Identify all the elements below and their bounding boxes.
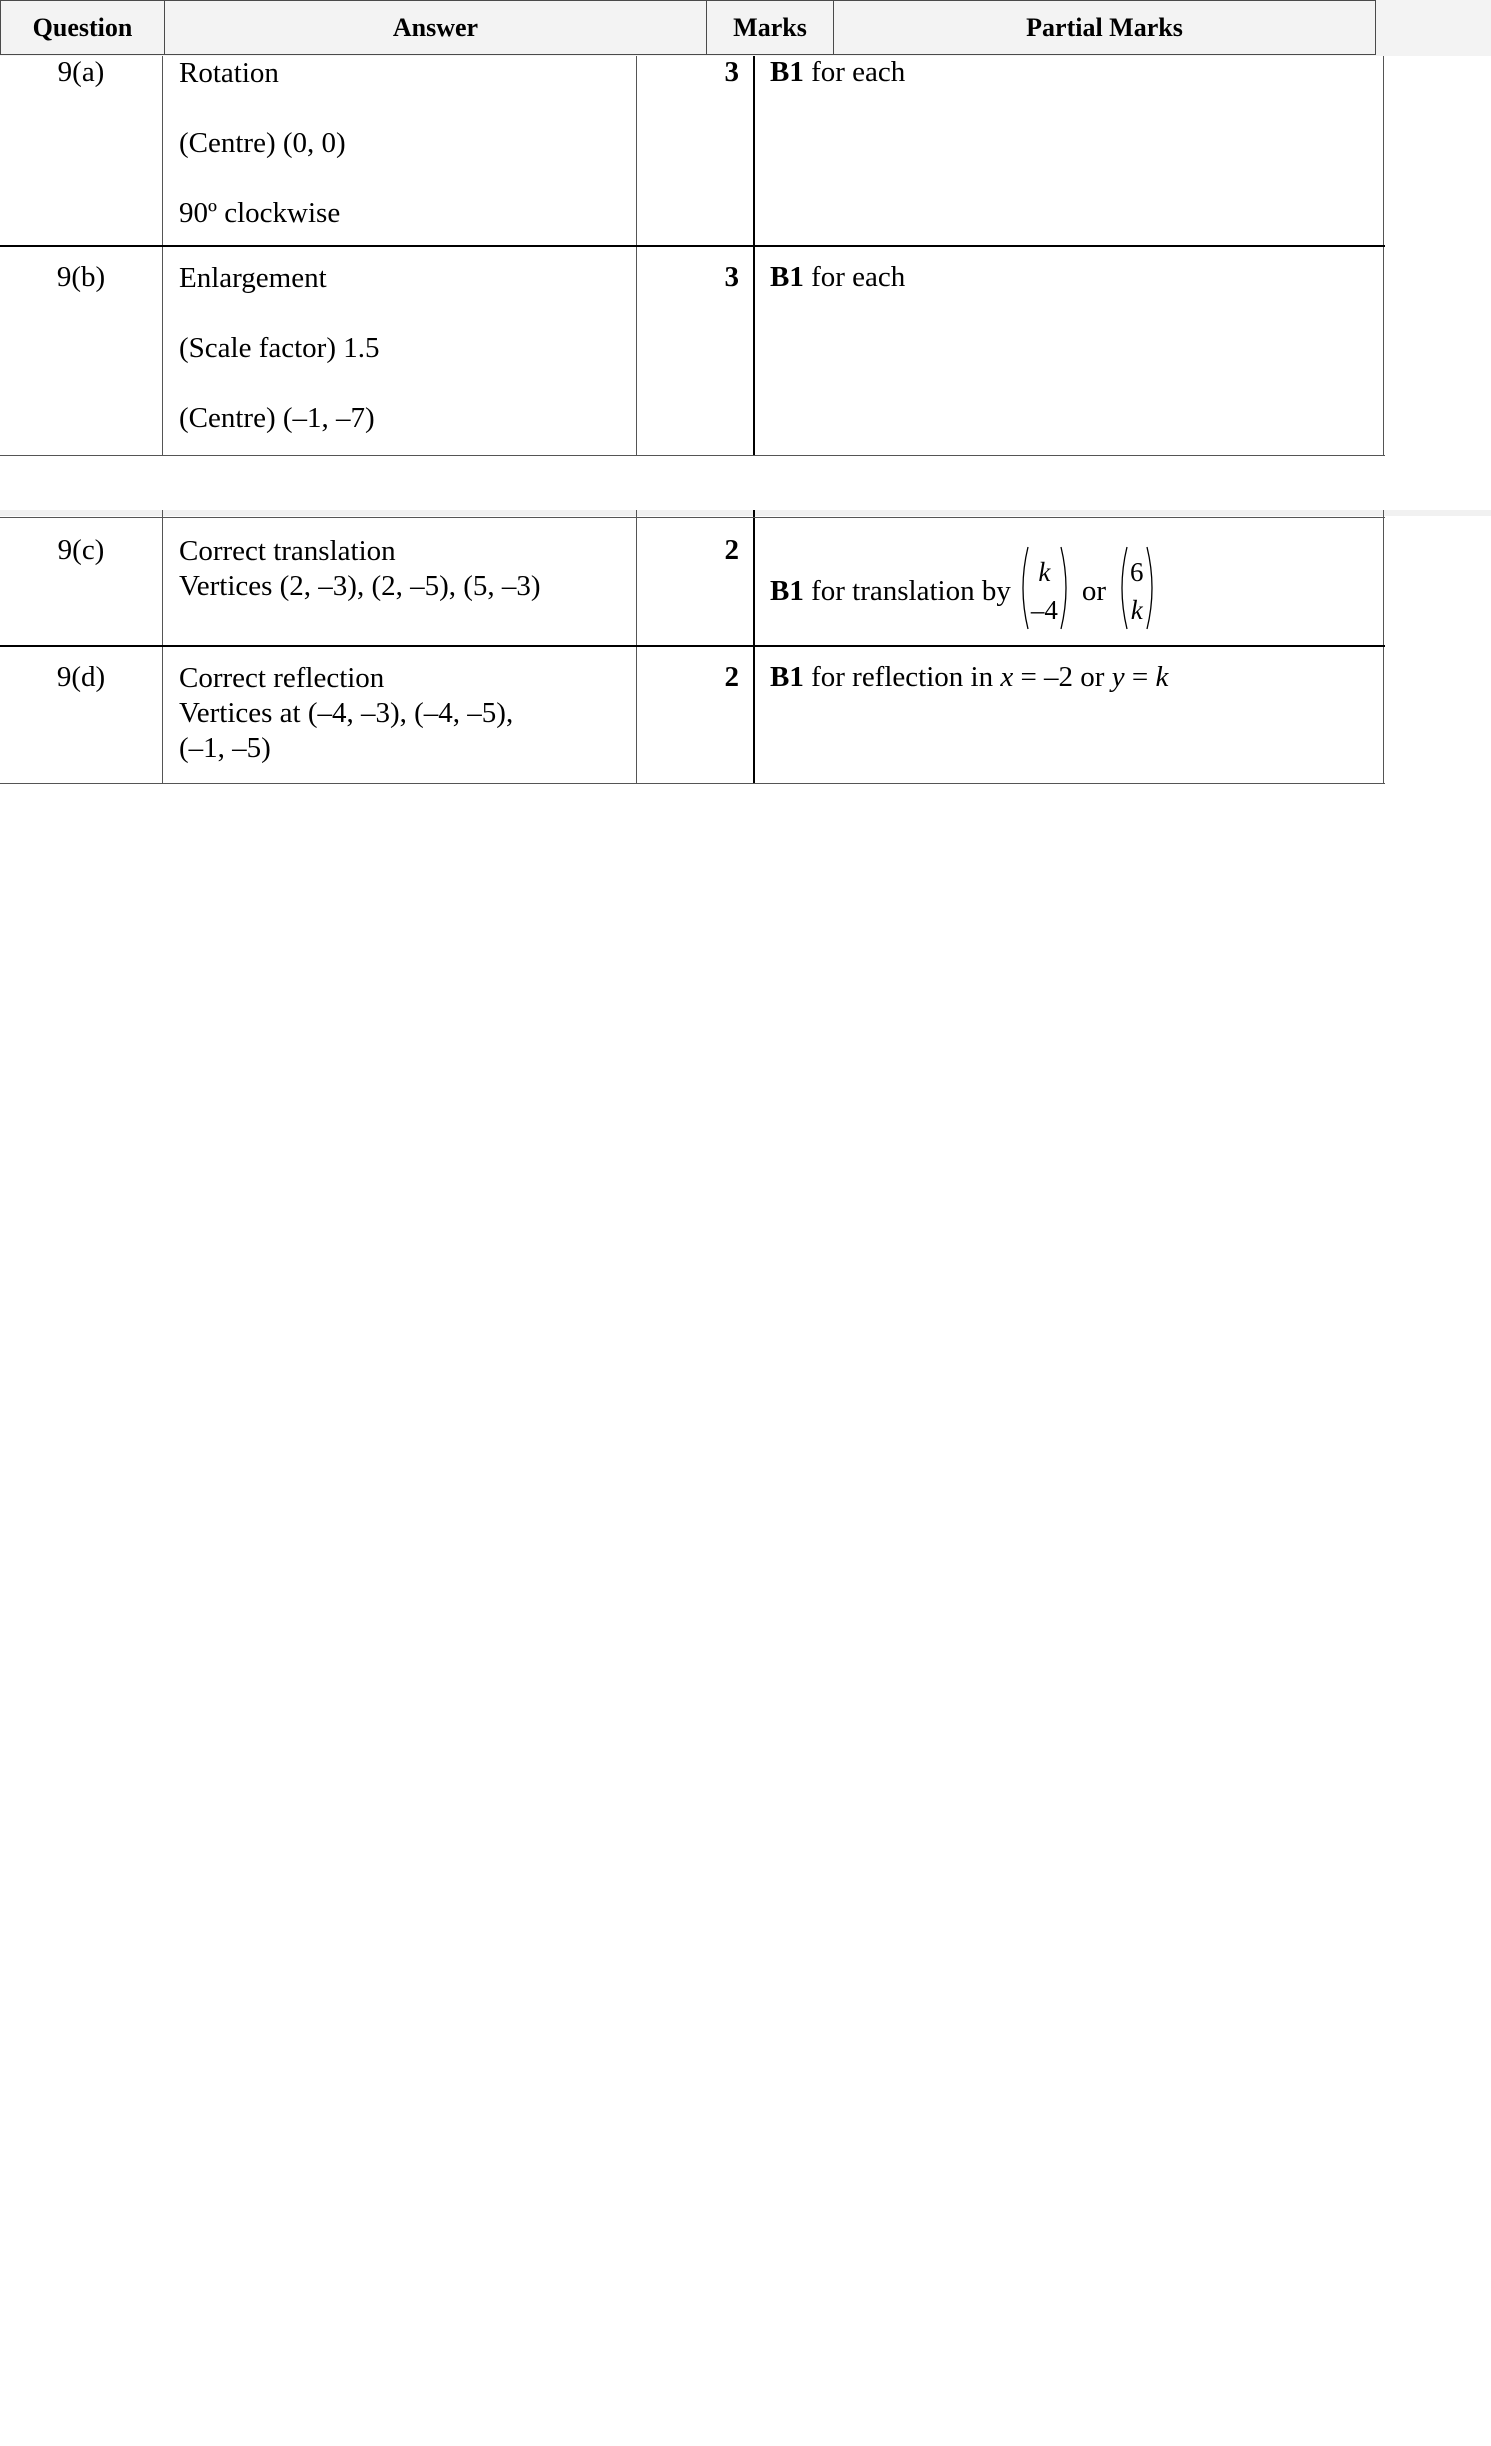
answer-cell <box>163 247 637 455</box>
vector-top-component: k <box>1038 557 1051 587</box>
answer-line: Enlargement <box>179 262 327 294</box>
question-cell <box>0 56 163 246</box>
left-bracket-icon <box>1116 545 1128 638</box>
marks-value: 2 <box>724 534 739 566</box>
right-bracket-icon <box>1060 545 1072 638</box>
question-number: 9(a) <box>57 56 105 88</box>
marks-cell <box>637 56 755 246</box>
marks-value: 3 <box>724 56 739 88</box>
partial-marks-text: = <box>1124 661 1156 693</box>
table-row <box>0 247 1385 455</box>
answer-line: 90º clockwise <box>179 197 341 229</box>
answer-line: Rotation <box>179 57 279 89</box>
mark-code: B1 <box>770 261 804 293</box>
answer-line: (Scale factor) 1.5 <box>179 332 380 364</box>
vector-bottom-component: k <box>1130 595 1143 625</box>
table-row <box>0 510 1385 646</box>
answer-cell <box>163 647 637 783</box>
column-header-marks-label: Marks <box>733 12 807 42</box>
or-connector: or <box>1081 574 1106 607</box>
partial-marks-cell <box>755 510 1384 646</box>
row-divider <box>0 455 1385 456</box>
answer-line: (Centre) (0, 0) <box>179 127 346 159</box>
vector-components <box>1029 553 1060 629</box>
partial-marks-cell <box>755 56 1384 246</box>
column-header-answer-label: Answer <box>392 12 479 42</box>
partial-marks-text: for translation by <box>803 574 1011 607</box>
answer-cell <box>163 56 637 246</box>
answer-line: Correct reflection <box>179 662 385 694</box>
marks-value: 3 <box>724 261 739 293</box>
column-header-answer <box>164 0 707 55</box>
partial-marks-cell <box>755 647 1384 783</box>
vector-bottom-component: –4 <box>1030 595 1058 625</box>
variable-y: y <box>1111 661 1125 693</box>
question-cell <box>0 647 163 783</box>
vector-components <box>1128 553 1146 629</box>
question-cell <box>0 510 163 646</box>
question-cell <box>0 247 163 455</box>
answer-line: Correct translation <box>179 535 396 567</box>
column-header-partial-marks <box>833 0 1376 55</box>
table-row <box>0 647 1385 783</box>
question-number: 9(c) <box>57 534 105 566</box>
marks-cell <box>637 510 755 646</box>
table-row <box>0 56 1385 246</box>
answer-cell <box>163 510 637 646</box>
answer-line: Vertices (2, –3), (2, –5), (5, –3) <box>179 570 541 602</box>
marks-cell <box>637 247 755 455</box>
answer-line: (–1, –5) <box>179 732 271 764</box>
question-number: 9(b) <box>56 261 106 293</box>
answer-line: (Centre) (–1, –7) <box>179 402 375 434</box>
mark-code: B1 <box>770 574 804 607</box>
mark-code: B1 <box>770 661 804 693</box>
variable-k: k <box>1155 661 1169 693</box>
column-vector <box>1017 545 1072 638</box>
question-number: 9(d) <box>56 661 106 693</box>
mark-code: B1 <box>770 56 804 88</box>
marks-cell <box>637 647 755 783</box>
right-bracket-icon <box>1146 545 1158 638</box>
partial-marks-text: for each <box>803 261 906 293</box>
vector-top-component: 6 <box>1130 557 1144 587</box>
column-header-question <box>0 0 165 55</box>
column-vector <box>1116 545 1158 638</box>
variable-x: x <box>1000 661 1014 693</box>
left-bracket-icon <box>1017 545 1029 638</box>
marks-value: 2 <box>724 661 739 693</box>
row-divider <box>0 517 1385 518</box>
partial-marks-cell <box>755 247 1384 455</box>
partial-marks-text: for reflection in <box>803 661 1001 693</box>
column-header-marks <box>706 0 834 55</box>
partial-marks-text: for each <box>803 56 906 88</box>
partial-marks-text: = –2 or <box>1013 661 1112 693</box>
column-header-partial-marks-label: Partial Marks <box>1026 12 1183 42</box>
column-header-question-label: Question <box>32 12 133 42</box>
answer-line: Vertices at (–4, –3), (–4, –5), <box>179 697 514 729</box>
row-divider <box>0 783 1385 784</box>
